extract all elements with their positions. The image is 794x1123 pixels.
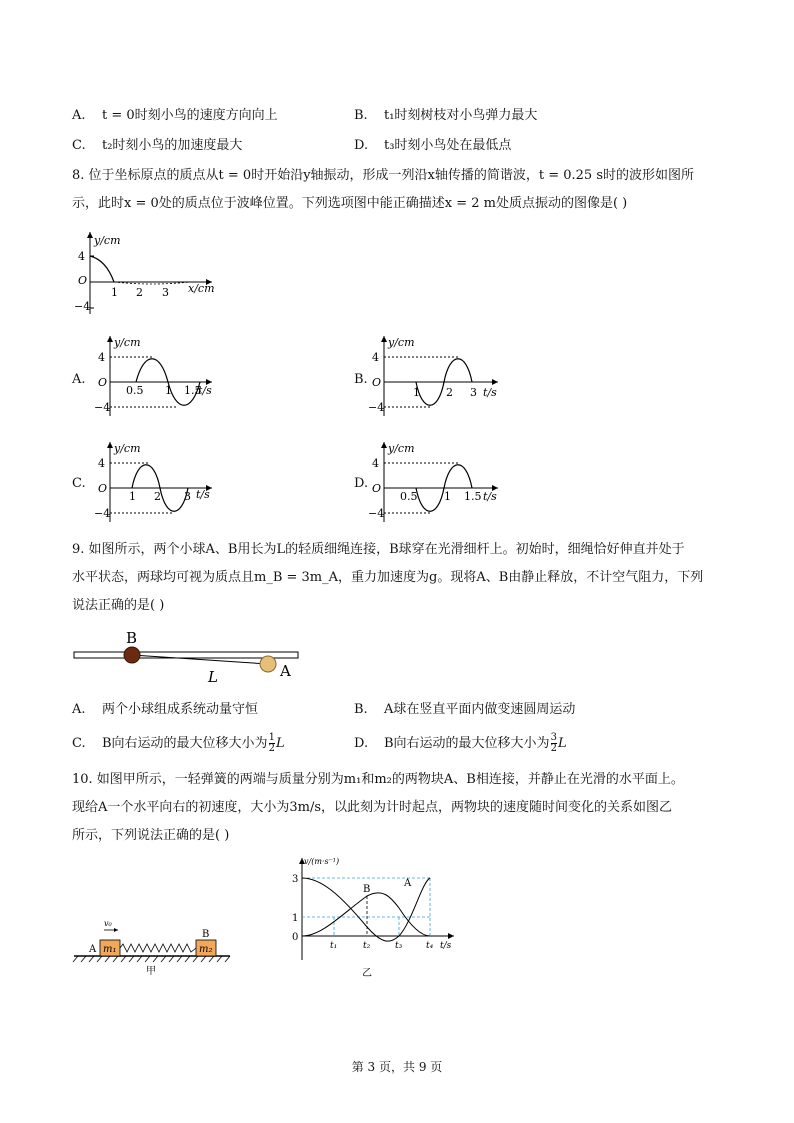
q8-graph-xtick-1: 1 (111, 286, 118, 299)
svg-text:1: 1 (165, 384, 172, 397)
svg-text:y/cm: y/cm (114, 442, 141, 455)
svg-text:O: O (98, 376, 108, 389)
q10-fig-jia (72, 914, 242, 978)
label-b: B (202, 929, 210, 940)
svg-text:1: 1 (444, 490, 451, 503)
fraction: $\frac{3}{2}$ (550, 732, 557, 754)
svg-text:4: 4 (372, 351, 379, 364)
label-a: A (89, 944, 97, 955)
caption-jia: 甲 (146, 966, 156, 977)
q8-option-c-graph (92, 436, 222, 526)
yi-ylabel: v/(m·s⁻¹) (304, 857, 340, 866)
q7-option-c: C. t₂时刻小鸟的加速度最大 (72, 138, 243, 153)
q8-option-d-label: D. (354, 476, 369, 491)
q8-option-c-label: C. (72, 476, 86, 491)
m1-label: m₁ (103, 944, 117, 955)
svg-text:1.5: 1.5 (184, 384, 202, 397)
svg-text:4: 4 (372, 457, 379, 470)
q9-rod-figure (72, 626, 312, 686)
curve-b (302, 893, 430, 936)
q8-option-a-label: A. (72, 372, 86, 387)
spring (120, 944, 196, 952)
svg-text:3: 3 (184, 490, 191, 503)
yi-ytick-1: 1 (292, 913, 299, 924)
q8-graph-xtick-2: 2 (136, 286, 143, 299)
label-l: L (208, 668, 218, 686)
caption-yi: 乙 (362, 968, 372, 979)
q9-option-c: C. B向右运动的最大位移大小为 $\frac{1}{2}$ L (72, 732, 285, 754)
q8-graph-xlabel: x/cm (188, 282, 215, 295)
label-a: A (280, 662, 291, 680)
q8-graph-ylabel: y/cm (94, 234, 121, 247)
svg-text:t/s: t/s (198, 384, 212, 397)
q9-option-b: B. A球在竖直平面内做变速圆周运动 (354, 702, 576, 717)
q8-graph-ytick-neg4: −4 (74, 300, 91, 313)
svg-text:y/cm: y/cm (388, 336, 415, 349)
q9-option-d: D. B向右运动的最大位移大小为 $\frac{3}{2}$ L (354, 732, 567, 754)
q7-option-a: A. t = 0时刻小鸟的速度方向向上 (72, 108, 278, 123)
label-b: B (126, 629, 138, 647)
q10-stem: 10. 如图甲所示，一轻弹簧的两端与质量分别为m₁和m₂的两物块A、B相连接，并静止在光滑的水平面上。 现给A一个水平向右的初速度，大小为3m/s，以此刻为计时起点，两物块的速度随时间变化的关系如图乙 所示，下列说法正确的是( ) (72, 772, 684, 843)
svg-text:0.5: 0.5 (126, 384, 144, 397)
yi-ytick-3: 3 (292, 874, 299, 885)
page-footer: 第 3 页，共 9 页 (351, 1060, 443, 1074)
q8-graph-ytick-4: 4 (78, 250, 85, 263)
yi-curve-b-label: B (363, 884, 371, 895)
yi-t1: t₁ (330, 941, 338, 951)
q8-option-d-graph (366, 436, 506, 526)
svg-text:2: 2 (154, 490, 161, 503)
svg-text:2: 2 (446, 386, 453, 399)
q10-fig-yi (282, 852, 462, 982)
svg-text:−4: −4 (368, 507, 385, 520)
q8-wave-graph (72, 226, 222, 318)
q8-option-b-label: B. (354, 372, 368, 387)
svg-text:O: O (372, 376, 382, 389)
svg-text:4: 4 (98, 351, 105, 364)
m2-label: m₂ (199, 944, 213, 955)
svg-text:−4: −4 (94, 401, 111, 414)
v0-label: v₀ (104, 919, 112, 928)
svg-text:1.5: 1.5 (464, 490, 482, 503)
yi-t4: t₄ (426, 941, 434, 951)
ball-b (124, 647, 140, 663)
q8-option-a-graph (92, 330, 222, 420)
svg-text:y/cm: y/cm (388, 442, 415, 455)
fraction: $\frac{1}{2}$ (268, 732, 275, 754)
q8-option-b-graph (366, 330, 506, 420)
q8-stem: 8. 位于坐标原点的质点从t = 0时开始沿y轴振动，形成一列沿x轴传播的简谐波，t = 0.25 s时的波形如图所 示，此时x = 0处的质点位于波峰位置。下列选项图中能正确描述x = 2 m处质点振动的图像是( ) (72, 168, 694, 211)
yi-curve-a-label: A (404, 878, 412, 889)
q8-graph-xtick-3: 3 (162, 286, 169, 299)
svg-text:0.5: 0.5 (400, 490, 418, 503)
q9-stem: 9. 如图所示，两个小球A、B用长为L的轻质细绳连接，B球穿在光滑细杆上。初始时，细绳恰好伸直并处于 水平状态，两球均可视为质点且m_B = 3m_A，重力加速度为g。现将A、B由静止释放，不计空气阻力，下列 说法正确的是( ) (72, 542, 704, 613)
ball-a (260, 656, 276, 672)
svg-text:t/s: t/s (483, 490, 497, 503)
svg-text:−4: −4 (368, 401, 385, 414)
svg-text:−4: −4 (94, 507, 111, 520)
yi-ytick-0: 0 (292, 932, 299, 943)
svg-text:O: O (98, 482, 108, 495)
yi-t3: t₃ (395, 941, 403, 951)
yi-t2: t₂ (363, 941, 371, 951)
svg-text:O: O (372, 482, 382, 495)
svg-text:t/s: t/s (483, 386, 497, 399)
svg-text:4: 4 (98, 457, 105, 470)
svg-text:1: 1 (413, 386, 420, 399)
q7-option-b: B. t₁时刻树枝对小鸟弹力最大 (354, 108, 538, 123)
svg-text:t/s: t/s (196, 488, 210, 501)
q7-option-d: D. t₃时刻小鸟处在最低点 (354, 138, 512, 153)
q8-graph-origin: O (78, 274, 88, 287)
svg-text:3: 3 (470, 386, 477, 399)
svg-text:1: 1 (129, 490, 136, 503)
yi-xlabel: t/s (440, 941, 452, 951)
q9-option-a: A. 两个小球组成系统动量守恒 (72, 702, 259, 717)
svg-text:y/cm: y/cm (114, 336, 141, 349)
